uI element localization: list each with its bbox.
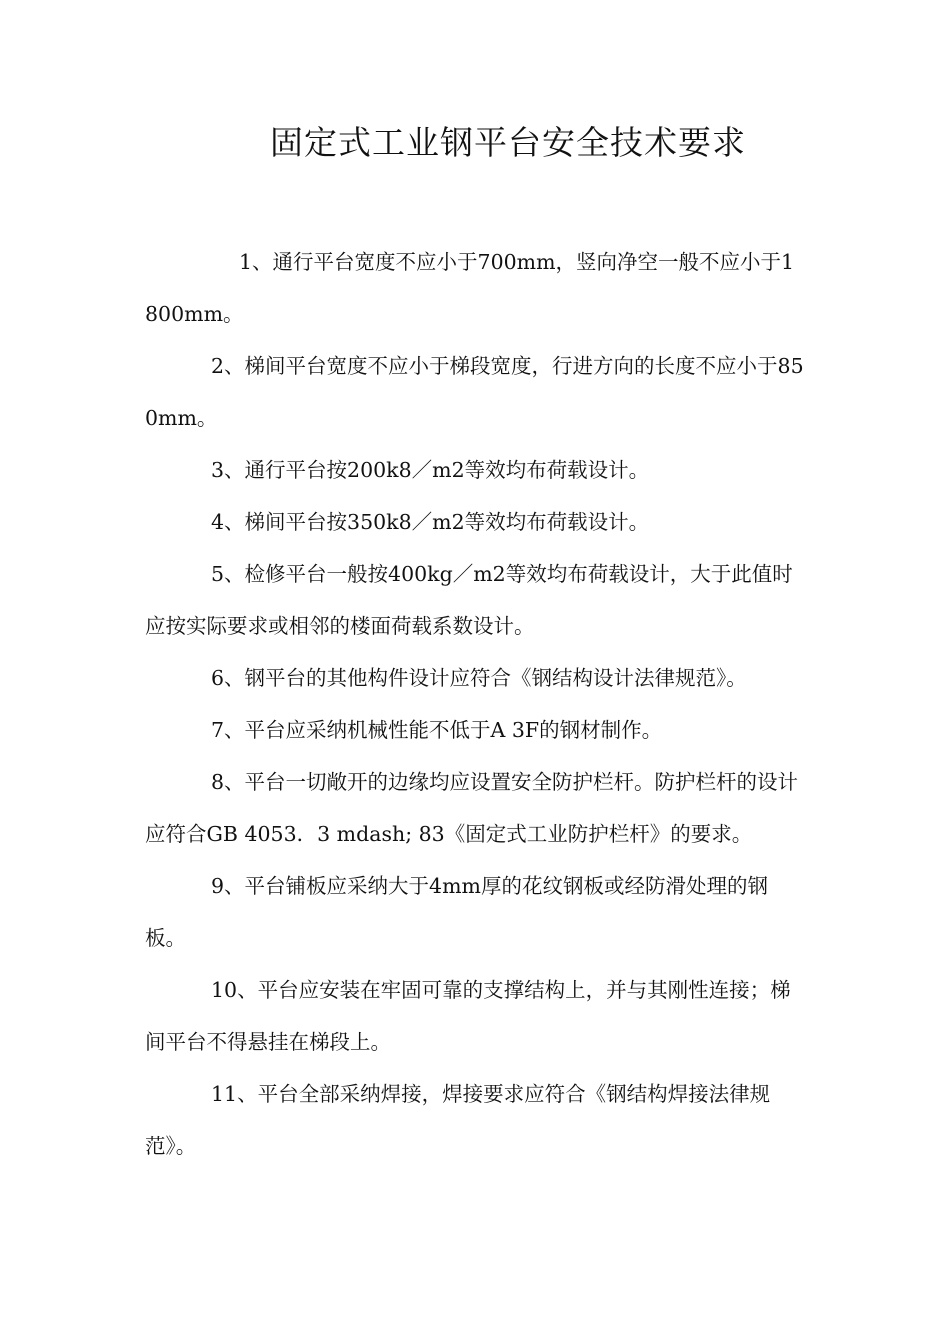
paragraph-7: 7、平台应采纳机械性能不低于A 3F的钢材制作。 [211,718,663,742]
paragraph-6: 6、钢平台的其他构件设计应符合《钢结构设计法律规范》。 [211,666,747,690]
paragraph-8: 8、平台一切敞开的边缘均应设置安全防护栏杆。防护栏杆的设计应符合GB 4053．3 mdash; 83《固定式工业防护栏杆》的要求。 [145,770,799,846]
paragraph-11: 11、平台全部采纳焊接，焊接要求应符合《钢结构焊接法律规范》。 [145,1082,771,1158]
paragraph-5: 5、检修平台一般按400kg／m2等效均布荷载设计，大于此值时应按实际要求或相邻的楼面荷载系数设计。 [145,562,793,638]
document-title: 固定式工业钢平台安全技术要求 [270,123,746,162]
paragraph-10: 10、平台应安装在牢固可靠的支撑结构上，并与其刚性连接；梯间平台不得悬挂在梯段上。 [145,978,791,1054]
paragraph-9: 9、平台铺板应采纳大于4mm厚的花纹钢板或经防滑处理的钢板。 [145,874,768,950]
paragraph-1: 1、通行平台宽度不应小于700mm，竖向净空一般不应小于1800mm。 [145,250,795,326]
paragraph-4: 4、梯间平台按350k8／m2等效均布荷载设计。 [211,510,650,534]
paragraph-3: 3、通行平台按200k8／m2等效均布荷载设计。 [211,458,650,482]
paragraph-2: 2、梯间平台宽度不应小于梯段宽度，行进方向的长度不应小于850mm。 [145,354,804,430]
document-body [145,236,805,1172]
